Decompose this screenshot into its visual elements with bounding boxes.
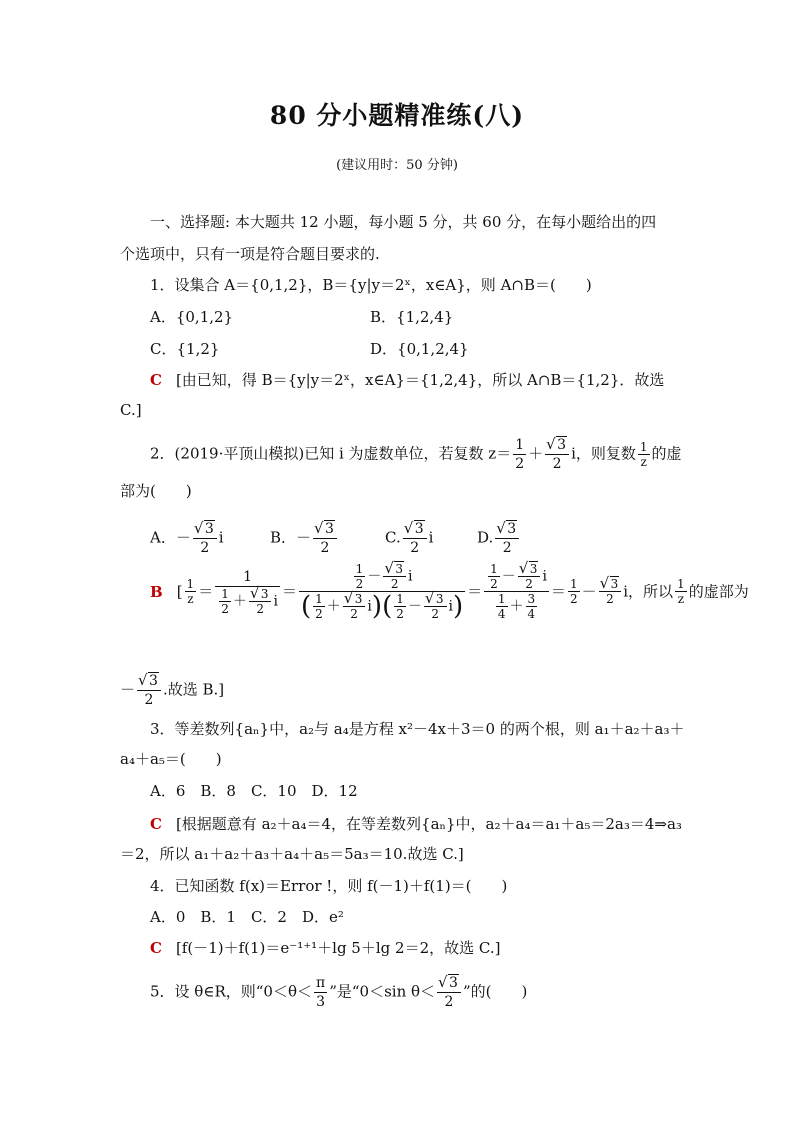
page-title: 80 分小题精准练(八) [269,101,525,130]
question-2-stem-line-2: 部为( ) [120,482,192,500]
question-2-option-a: A．－ √ $\frac{3}{2}$ i [150,520,224,557]
question-1-stem: 1．设集合 A＝{0,1,2}，B＝{y|y＝2ˣ，x∈A}，则 A∩B＝( ) [150,276,592,294]
question-3-answer-line-2: ＝2，所以 a₁＋a₂＋a₃＋a₄＋a₅＝5a₃＝10.故选 C.] [120,845,464,863]
question-2-answer-formula: B [ $\frac{1}{z}$ ＝ 1 $\frac{1}{2}$ ＋ √ $\frac{3}{2}$ i ＝ $\frac{1}{2}$ － √ $\frac{3}{2}$ i ( $\frac{1}{2}$ ＋ √ $\frac{3}{2}$ i)( $\frac{1}{2}$ － √ $\frac{3}{2}$ i) ＝ $\frac{1}{2}$ － √ $\frac{3}{2}$ i $\frac{1}{4}$ ＋ $\frac{3}{4}$ ＝ $\frac{1}{2}$ － √ $\frac{3}{2}$ i，所以 $\frac{1}{z}$ 的虚部为 [150,562,749,621]
question-1-answer-line-1 [150,369,664,391]
question-1-option-c: C．{1,2} [150,340,220,358]
question-3-answer-line-1: C [根据题意有 a₂＋a₄＝4，在等差数列{aₙ}中，a₂＋a₄＝a₁＋a₅＝2a₃＝4⇒a₃ [150,815,682,833]
answer-tag: C [150,939,162,957]
question-3-stem-line-2: a₄＋a₅＝( ) [120,750,222,768]
question-3-options: A．6 B．8 C．10 D．12 [150,782,358,800]
answer-tag: C [150,815,162,833]
fraction-sqrt3-2: √ $\frac{3}{2}$ [545,436,569,473]
question-3-stem-line-1: 3．等差数列{aₙ}中，a₂与 a₄是方程 x²－4x＋3＝0 的两个根，则 a₁＋a₂＋a₃＋ [150,720,685,738]
answer-text: [由已知，得 B＝{y|y＝2ˣ，x∈A}＝{1,2,4}，所以 A∩B＝{1,2}．故选 [175,371,665,389]
answer-tag: C [150,371,162,389]
question-5-stem: 5．设 θ∈R，则“0＜θ＜ $\frac{\pi}{3}$ ”是“0＜sin θ＜ √ $\frac{3}{2}$ ”的( ) [150,974,527,1011]
question-1-option-b: B．{1,2,4} [370,308,454,326]
question-4-answer: C [f(－1)＋f(1)＝e⁻¹⁺¹＋lg 5＋lg 2＝2，故选 C.] [150,939,501,957]
question-2-option-d: D. √ $\frac{3}{2}$ [477,520,521,557]
page-subtitle: (建议用时：50 分钟) [336,158,458,173]
question-2-stem: 2．(2019·平顶山模拟)已知 i 为虚数单位，若复数 z＝ $\frac{1}{2}$ ＋ √ $\frac{3}{2}$ i，则复数 $\frac{1}{z}$ 的虚 [150,436,682,473]
fraction-1-2: $\frac{1}{2}$ [515,437,525,472]
question-4-options: A．0 B．1 C．2 D．e² [150,908,344,926]
question-2-option-b: B．－ √ $\frac{3}{2}$ [270,520,339,557]
question-4-stem: 4．已知函数 f(x)＝Error !，则 f(－1)＋f(1)＝( ) [150,877,508,895]
question-1-option-a: A．{0,1,2} [150,308,234,326]
question-1-answer-line-2: C.] [120,401,142,419]
answer-tag: B [150,582,163,601]
question-2-option-c: C. √ $\frac{3}{2}$ i [385,520,433,557]
intro-line-1: 一、选择题: 本大题共 12 小题，每小题 5 分，共 60 分，在每小题给出的四 [150,213,657,231]
intro-line-2: 个选项中，只有一项是符合题目要求的. [120,245,380,263]
fraction-1-z: $\frac{1}{z}$ [639,440,648,469]
question-2-answer-line-2: － √ $\frac{3}{2}$ .故选 B.] [120,672,224,709]
question-1-option-d: D．{0,1,2,4} [370,340,469,358]
